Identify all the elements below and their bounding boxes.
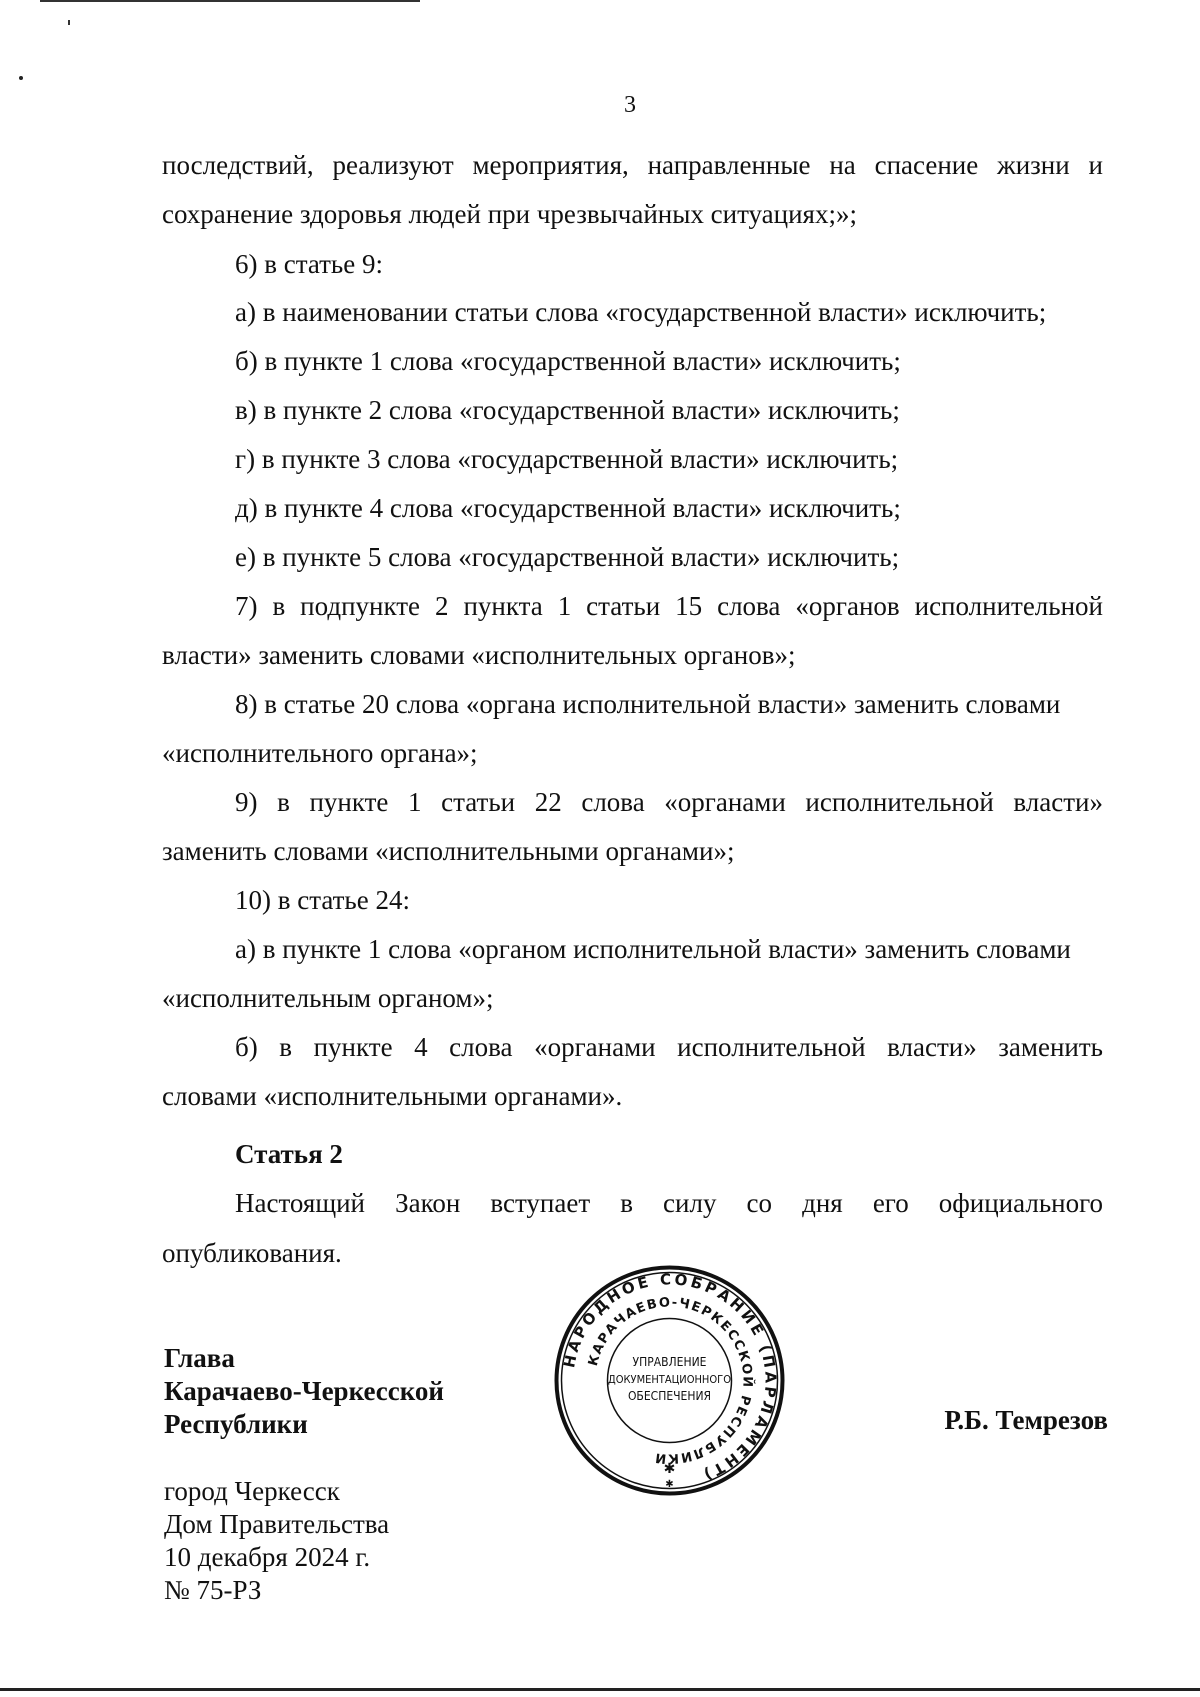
text-line: 7) в подпункте 2 пункта 1 статьи 15 слова «органов исполнительной [235, 591, 1103, 621]
signatory-title [164, 1342, 444, 1441]
text-line: словами «исполнительными органами». [162, 1081, 623, 1111]
scan-top-line [40, 0, 420, 2]
seal-center-line: УПРАВЛЕНИЕ [632, 1355, 707, 1369]
text-line: 6) в статье 9: [235, 249, 383, 279]
text-line: а) в наименовании статьи слова «государственной власти» исключить; [235, 297, 1047, 327]
text-line: е) в пункте 5 слова «государственной власти» исключить; [235, 542, 900, 572]
text-line: 9) в пункте 1 статьи 22 слова «органами исполнительной власти» [235, 787, 1103, 817]
official-seal [552, 1263, 787, 1498]
place-and-date [164, 1475, 389, 1607]
text-line: власти» заменить словами «исполнительных органов»; [162, 640, 796, 670]
text-line: г) в пункте 3 слова «государственной власти» исключить; [235, 444, 899, 474]
seal-inner-text: КАРАЧАЕВО-ЧЕРКЕССКОЙ РЕСПУБЛИКИ [585, 1295, 755, 1466]
text-line: 10) в статье 24: [235, 885, 410, 915]
signatory-title-line: Республики [164, 1409, 308, 1439]
scan-bottom-line [0, 1688, 1200, 1691]
text-line: сохранение здоровья людей при чрезвычайных ситуациях;»; [162, 199, 857, 229]
text-line: заменить словами «исполнительными органами»; [162, 836, 735, 866]
signatory-title-line: Глава [164, 1343, 235, 1373]
text-line: Настоящий Закон вступает в силу со дня его официального [235, 1188, 1103, 1218]
text-line: а) в пункте 1 слова «органом исполнительной власти» заменить словами [235, 934, 1071, 964]
seal-star-icon: ✱ [665, 1479, 674, 1490]
page-number: 3 [624, 92, 636, 118]
text-line: опубликования. [162, 1238, 342, 1268]
text-line: последствий, реализуют мероприятия, направленные на спасение жизни и [162, 150, 1103, 180]
seal-center-line: ОБЕСПЕЧЕНИЯ [627, 1389, 712, 1403]
signatory-name: Р.Б. Темрезов [944, 1405, 1108, 1435]
text-line: б) в пункте 1 слова «государственной власти» исключить; [235, 346, 901, 376]
place-line: Дом Правительства [164, 1509, 390, 1539]
text-line: б) в пункте 4 слова «органами исполнительной власти» заменить [235, 1032, 1103, 1062]
place-line: город Черкесск [164, 1476, 340, 1506]
signatory-title-line: Карачаево-Черкесской [164, 1376, 444, 1406]
law-number: № 75-РЗ [164, 1575, 262, 1605]
text-line: 8) в статье 20 слова «органа исполнительной власти» заменить словами [235, 689, 1061, 719]
date-line: 10 декабря 2024 г. [164, 1542, 371, 1572]
text-line: д) в пункте 4 слова «государственной власти» исключить; [235, 493, 901, 523]
seal-star-icon: ✱ [663, 1461, 676, 1477]
scan-speck [19, 76, 23, 80]
seal-outer-text: НАРОДНОЕ СОБРАНИЕ (ПАРЛАМЕНТ) [560, 1270, 780, 1485]
seal-center-line: ДОКУМЕНТАЦИОННОГО [607, 1373, 732, 1386]
text-line: «исполнительного органа»; [162, 738, 478, 768]
text-line: в) в пункте 2 слова «государственной власти» исключить; [235, 395, 900, 425]
article-heading: Статья 2 [235, 1139, 343, 1169]
text-line: «исполнительным органом»; [162, 983, 494, 1013]
scan-speck [68, 20, 70, 25]
